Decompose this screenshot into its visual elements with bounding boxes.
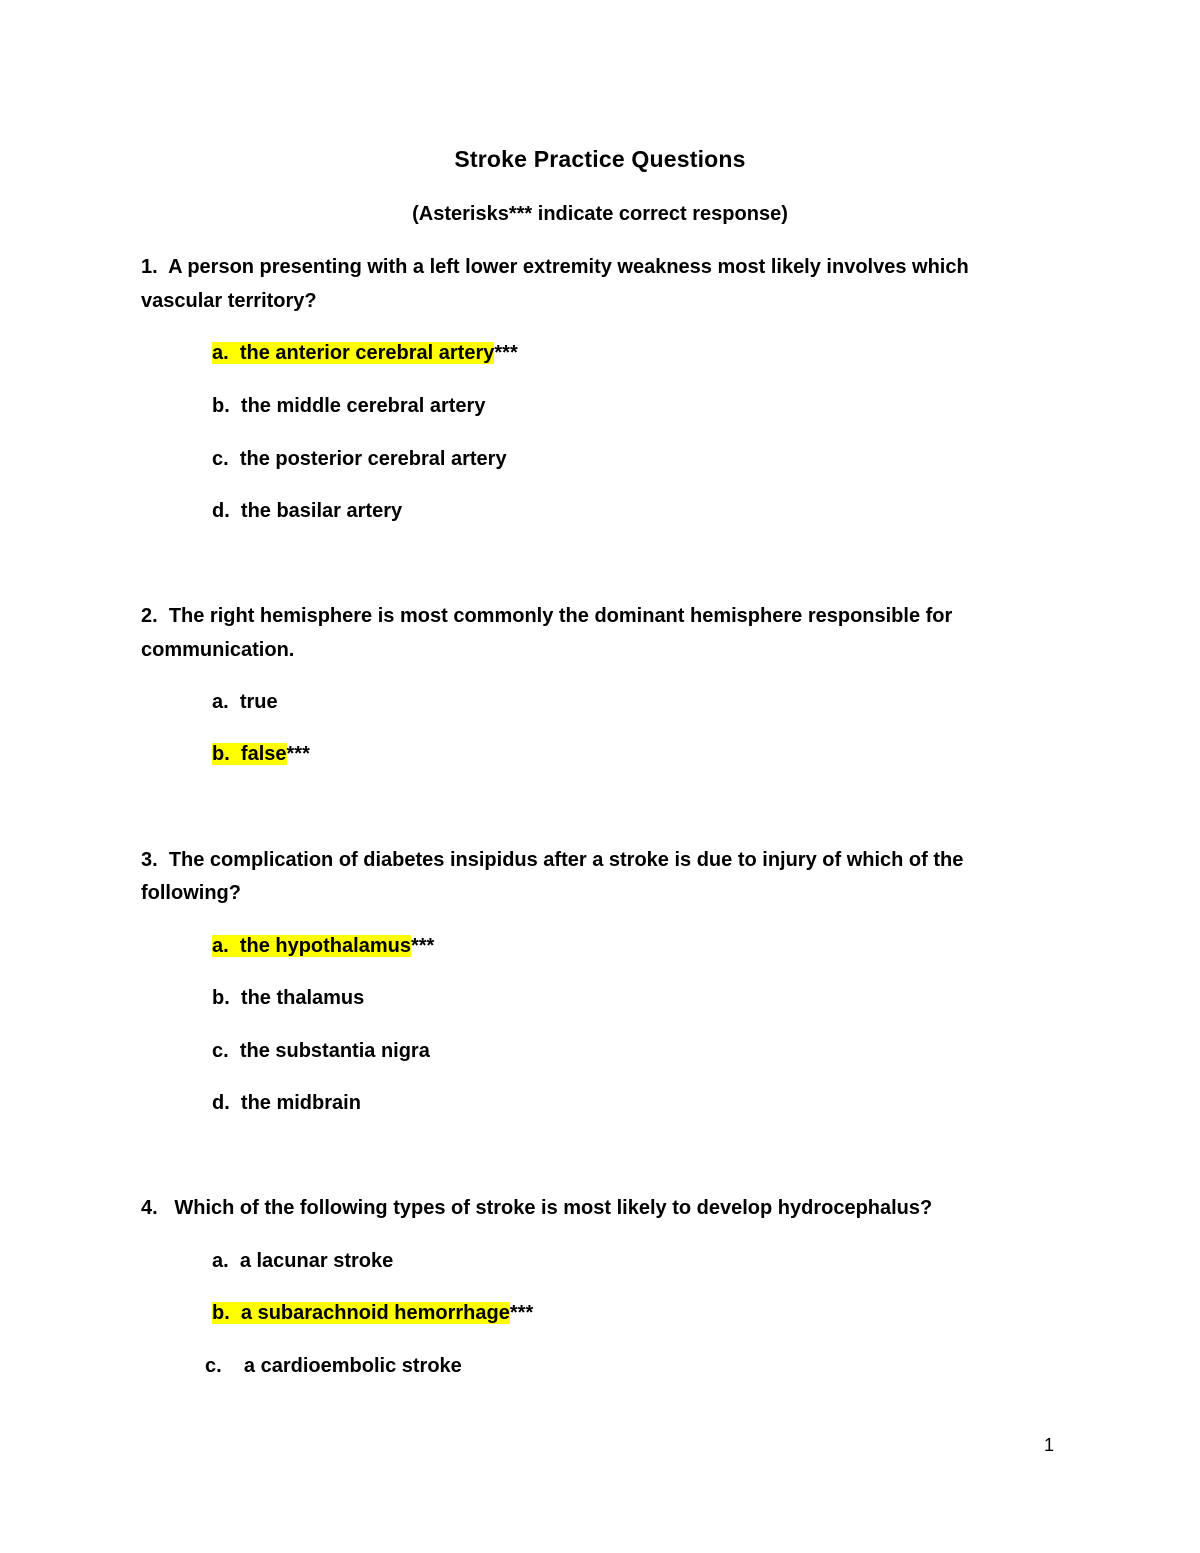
q1-option-b-letter: b. [212,395,230,417]
question-1-text: A person presenting with a left lower extremity weakness most likely involves which [168,256,969,278]
question-4-text: Which of the following types of stroke is most likely to develop hydrocephalus? [174,1197,933,1219]
q3-option-a-highlight [212,935,411,957]
q3-option-c [212,1039,430,1063]
q4-option-c-letter: c. [205,1355,222,1377]
question-2-line1 [141,604,952,628]
q1-option-c-text: the posterior cerebral artery [239,448,507,470]
q1-option-b [212,394,485,418]
q1-option-b-text: the middle cerebral artery [240,395,486,417]
question-4-line1 [141,1196,932,1220]
question-2-number: 2. [141,605,158,627]
q4-option-b-highlight [212,1302,510,1324]
q4-option-c-text: a cardioembolic stroke [243,1355,462,1377]
q4-option-a-text: a lacunar stroke [239,1250,394,1272]
q1-option-d-letter: d. [212,500,230,522]
question-3-line2: following? [141,882,241,904]
q4-option-b-text: a subarachnoid hemorrhage [240,1302,510,1324]
question-3-number: 3. [141,849,158,871]
q4-option-a-letter: a. [212,1250,229,1272]
q2-option-b-highlight [212,743,287,765]
q1-option-d-text: the basilar artery [240,500,403,522]
question-3-line1 [141,848,963,872]
q2-option-a-letter: a. [212,691,229,713]
q3-option-b-letter: b. [212,987,230,1009]
question-1-line1 [141,255,969,279]
q3-option-d-letter: d. [212,1092,230,1114]
page-title: Stroke Practice Questions [454,146,746,172]
question-1-line2: vascular territory? [141,290,317,312]
q4-option-b-letter: b. [212,1302,230,1324]
q1-option-c-letter: c. [212,448,229,470]
q1-option-d [212,499,402,523]
q2-option-a-text: true [239,691,278,713]
q3-option-a-mark: *** [410,935,435,957]
q3-option-c-letter: c. [212,1040,229,1062]
question-1-number: 1. [141,256,158,278]
q3-option-a-text: the hypothalamus [239,935,411,957]
q2-option-b-mark: *** [286,743,310,765]
q1-option-a-letter: a. [212,342,229,364]
q4-option-b-mark: *** [509,1302,534,1324]
question-3-text: The complication of diabetes insipidus after a stroke is due to injury of which of the [168,849,964,871]
q3-option-a-letter: a. [212,935,229,957]
q2-option-b-text: false [240,743,287,765]
page-number: 1 [1044,1435,1055,1455]
question-2-text: The right hemisphere is most commonly the dominant hemisphere responsible for [168,605,953,627]
q3-option-a [212,934,434,958]
q1-option-a-text: the anterior cerebral artery [239,342,495,364]
question-4-number: 4. [141,1197,158,1219]
q1-option-a-mark: *** [494,342,518,364]
q3-option-c-text: the substantia nigra [239,1040,430,1062]
page-subtitle: (Asterisks*** indicate correct response) [412,203,788,225]
q3-option-b-text: the thalamus [240,987,365,1009]
q3-option-b [212,986,364,1010]
q3-option-d [212,1091,361,1115]
q2-option-a [212,690,278,714]
q2-option-b-letter: b. [212,743,230,765]
q1-option-a [212,341,518,365]
q1-option-a-highlight [212,342,494,364]
q4-option-c [205,1354,462,1378]
q1-option-c [212,447,507,471]
q4-option-b [212,1301,533,1325]
q2-option-b [212,742,310,766]
q4-option-a [212,1249,393,1273]
q3-option-d-text: the midbrain [240,1092,361,1114]
question-2-line2: communication. [141,639,295,661]
